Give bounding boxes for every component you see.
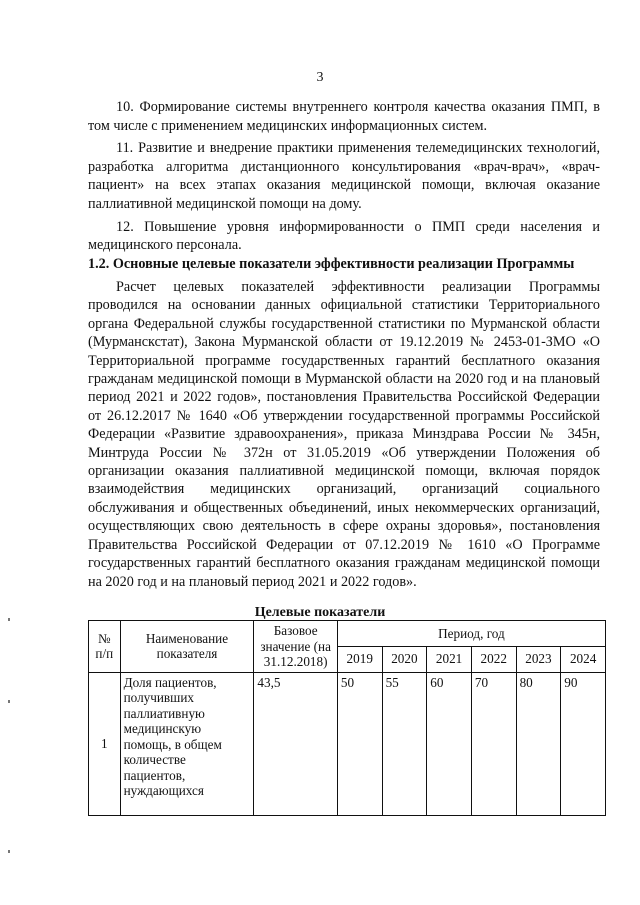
- header-year: 2023: [516, 646, 561, 672]
- header-base: Базовое значение (на 31.12.2018): [254, 621, 338, 673]
- header-name: Наименование показателя: [120, 621, 254, 673]
- table-header-row: [89, 621, 606, 647]
- row-value: 50: [337, 672, 382, 815]
- header-num: № п/п: [89, 621, 121, 673]
- header-year: 2021: [427, 646, 472, 672]
- row-value: 60: [427, 672, 472, 815]
- scan-artifact: [8, 700, 10, 703]
- table-row: [89, 672, 606, 815]
- section-heading: 1.2. Основные целевые показатели эффективности реализации Программы: [88, 256, 575, 272]
- paragraph-item-11: 11. Развитие и внедрение практики применения телемедицинских технологий, разработка алгоритма дистанционного консультирования «врач-врач», «врач-пациент» на всех этапах оказания медицинской помощи, включая оказание паллиативной медицинской помощи на дому.: [88, 140, 600, 212]
- header-year: 2019: [337, 646, 382, 672]
- page-number: 3: [316, 70, 324, 85]
- header-period: Период, год: [337, 621, 605, 647]
- table-caption: Целевые показатели: [254, 605, 386, 620]
- row-value: 55: [382, 672, 427, 815]
- scan-artifact: [8, 618, 10, 621]
- row-base-value: 43,5: [254, 672, 338, 815]
- paragraph-item-12: 12. Повышение уровня информированности о ПМП среди населения и медицинского персонала.: [88, 218, 600, 254]
- row-value: 80: [516, 672, 561, 815]
- targets-table: [88, 620, 606, 816]
- row-value: 90: [561, 672, 606, 815]
- header-year: 2024: [561, 646, 606, 672]
- intro-list: [88, 98, 600, 259]
- row-indicator-name: Доля пациентов, получивших паллиативную медицинскую помощь, в общем количестве пациентов, нуждающихся: [120, 672, 254, 815]
- section-paragraph: Расчет целевых показателей эффективности реализации Программы проводился на основании данных официальной статистики Территориального органа Федеральной службы государственной статистики по Мурманской области (Мурманскстат), Закона Мурманской области от 19.12.2019 № 2453-01-ЗМО «О Территориальной программе государственных гарантий бесплатного оказания гражданам медицинской помощи в Мурманской области на 2020 год и на плановый период 2021 и 2022 годов», постановления Правительства Российской Федерации от 26.12.2017 № 1640 «Об утверждении государственной программы Российской Федерации «Развитие здравоохранения», приказа Минздрава России № 345н, Минтруда России № 372н от 31.05.2019 «Об утверждении Положения об организации оказания паллиативной медицинской помощи, включая порядок взаимодействия медицинских организаций, организаций социального обслуживания и общественных объединений, иных некоммерческих организаций, осуществляющих свою деятельность в сфере охраны здоровья», постановления Правительства Российской Федерации от 07.12.2019 № 1610 «О Программе государственных гарантий бесплатного оказания гражданам медицинской помощи на 2020 год и на плановый период 2021 и 2022 годов».: [88, 279, 600, 590]
- row-value: 70: [471, 672, 516, 815]
- header-year: 2022: [471, 646, 516, 672]
- header-year: 2020: [382, 646, 427, 672]
- row-number: 1: [89, 672, 121, 815]
- scan-artifact: [8, 850, 10, 853]
- paragraph-item-10: 10. Формирование системы внутреннего контроля качества оказания ПМП, в том числе с применением медицинских информационных систем.: [88, 99, 600, 134]
